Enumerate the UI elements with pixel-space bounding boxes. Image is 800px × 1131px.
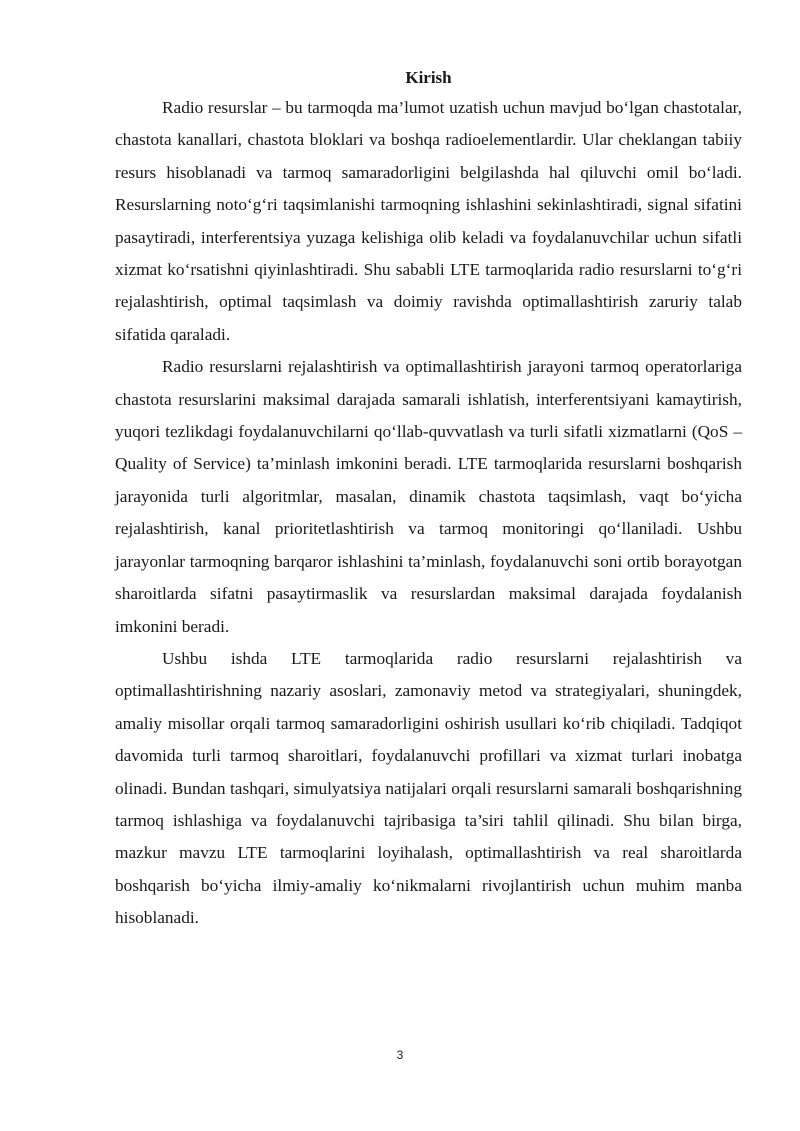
paragraph-2: Radio resurslarni rejalashtirish va optimallashtirish jarayoni tarmoq operatorlariga chastota resurslarini maksimal darajada samarali ishlatish, interferentsiyani kamaytirish, yuqori tezlikdagi foydalanuvchilarni qo‘llab-quvvatlash va turli sifatli xizmatlarni (QoS – Quality of Service) ta’minlash imkonini beradi. LTE tarmoqlarida resurslarni boshqarish jarayonida turli algoritmlar, masalan, dinamik chastota taqsimlash, vaqt bo‘yicha rejalashtirish, kanal prioritetlashtirish va tarmoq monitoringi qo‘llaniladi. Ushbu jarayonlar tarmoqning barqaror ishlashini ta’minlash, foydalanuvchi soni ortib borayotgan sharoitlarda sifatni pasaytirmaslik va resurslardan maksimal darajada foydalanish imkonini beradi. bbox=[115, 357, 742, 636]
paragraph-3: Ushbu ishda LTE tarmoqlarida radio resurslarni rejalashtirish va optimallashtirishning nazariy asoslari, zamonaviy metod va strategiyalari, shuningdek, amaliy misollar orqali tarmoq samaradorligini oshirish usullari ko‘rib chiqiladi. Tadqiqot davomida turli tarmoq sharoitlari, foydalanuvchi profillari va xizmat turlari inobatga olinadi. Bundan tashqari, simulyatsiya natijalari orqali resurslarni samarali boshqarishning tarmoq ishlashiga va foydalanuvchi tajribasiga ta’siri tahlil qilinadi. Shu bilan birga, mazkur mavzu LTE tarmoqlarini loyihalash, optimallashtirish va real sharoitlarda boshqarish bo‘yicha ilmiy-amaliy ko‘nikmalarni rivojlantirish uchun muhim manba hisoblanadi. bbox=[115, 648, 742, 928]
paragraph-1: Radio resurslar – bu tarmoqda ma’lumot uzatish uchun mavjud bo‘lgan chastotalar, chastota kanallari, chastota bloklari va boshqa radioelementlardir. Ular cheklangan tabiiy resurs hisoblanadi va tarmoq samaradorligini belgilashda hal qiluvchi omil bo‘ladi. Resurslarning noto‘g‘ri taqsimlanishi tarmoqning ishlashini sekinlashtiradi, signal sifatini pasaytiradi, interferentsiya yuzaga kelishiga olib keladi va foydalanuvchilar uchun sifatli xizmat ko‘rsatishni qiyinlashtiradi. Shu sababli LTE tarmoqlarida radio resurslarni to‘g‘ri rejalashtirish, optimal taqsimlash va doimiy ravishda optimallashtirish zaruriy talab sifatida qaraladi. bbox=[115, 98, 742, 344]
section-heading: Kirish bbox=[405, 68, 452, 87]
document-page bbox=[115, 66, 742, 935]
page-number: 3 bbox=[396, 1048, 404, 1062]
